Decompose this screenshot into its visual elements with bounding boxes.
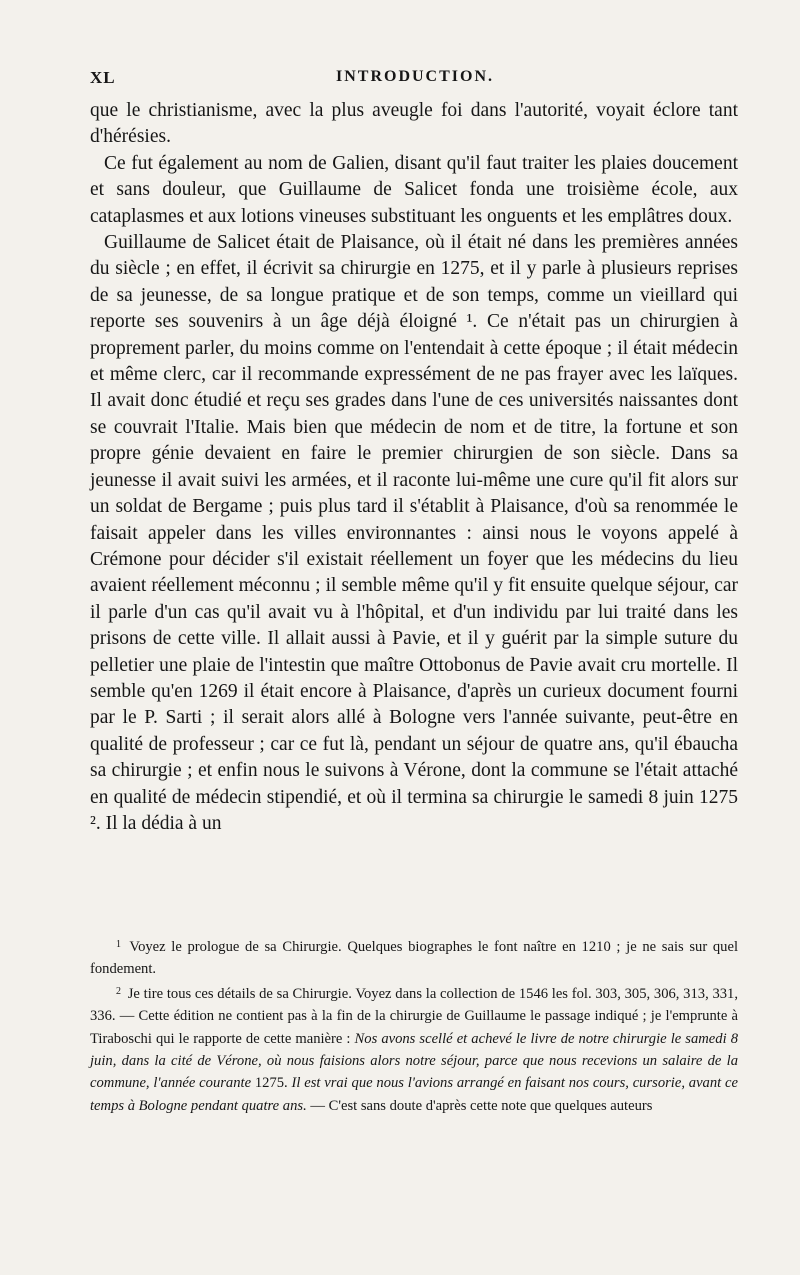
page-header: [90, 68, 740, 94]
footnote-2-quote: Nos avons scellé et achevé le livre de notre chirurgie le samedi 8 juin, dans la cité de Vérone, où nous faisions alors notre séjour, parce que nous recevions un salaire de la commune, l'année courante: [90, 1030, 738, 1092]
paragraph-2: Ce fut également au nom de Galien, disant qu'il faut traiter les plaies doucement et sans douleur, que Guillaume de Salicet fonda une troisième école, aux cataplasmes et aux lotions vineuses substituant les onguents et les emplâtres doux.: [90, 152, 738, 227]
paragraph-3: Guillaume de Salicet était de Plaisance, où il était né dans les premières années du siècle ; en effet, il écrivit sa chirurgie en 1275, et il y parle à plusieurs reprises de sa jeunesse, de sa longue pratique et de son temps, comme un vieillard qui reporte ses souvenirs à un âge déjà éloigné ¹. Ce n'était pas un chirurgien à proprement parler, du moins comme on l'entendait à cette époque ; il était médecin et même clerc, car il recommande expressément de ne pas frayer avec les laïques. Il avait donc étudié et reçu ses grades dans l'une de ces universités naissantes dont se couvrait l'Italie. Mais bien que médecin de nom et de titre, la fortune et son propre génie devaient en faire le premier chirurgien de son siècle. Dans sa jeunesse il avait suivi les armées, et il raconte lui-même une cure qu'il fit alors sur un soldat de Bergame ; puis plus tard il s'établit à Plaisance, d'où sa renommée le faisait appeler dans les villes environnantes : ainsi nous le voyons appelé à Crémone pour décider s'il existait réellement un foyer que les médecins du lieu avaient réellement méconnu ; il semble même qu'il y fit ensuite quelque séjour, car il parle d'un cas qu'il avait vu à l'hôpital, et d'un individu par lui traité dans les prisons de cette ville. Il allait aussi à Pavie, et il y guérit par la simple suture du pelletier une plaie de l'intestin que maître Ottobonus de Pavie avait cru mortelle. Il semble qu'en 1269 il était encore à Plaisance, d'après un curieux document fourni par le P. Sarti ; il serait alors allé à Bologne vers l'année suivante, peut-être en qualité de professeur ; car ce fut là, pendant un séjour de quatre ans, qu'il ébaucha sa chirurgie ; et enfin nous le suivons à Vérone, dont la commune se l'était attaché en qualité de médecin stipendié, et où il termina sa chirurgie le samedi 8 juin 1275 ². Il la dédia à un: [90, 232, 738, 834]
footnote-1: [90, 934, 738, 981]
body-text: [90, 98, 738, 837]
footnote-1-number: 1: [116, 939, 121, 950]
footnote-2-year: 1275.: [254, 1075, 288, 1092]
footnote-2-text-end: — C'est sans doute d'après cette note que quelques auteurs: [310, 1097, 653, 1114]
paragraph-1: que le christianisme, avec la plus aveugle foi dans l'autorité, voyait éclore tant d'hérésies.: [90, 100, 738, 148]
footnote-1-text: Voyez le prologue de sa Chirurgie. Quelques biographes le font naître en 1210 ; je ne sais sur quel fondement.: [90, 939, 739, 978]
footnote-2-number: 2: [116, 985, 121, 997]
running-title: INTRODUCTION.: [335, 68, 494, 85]
page-number: XL: [90, 68, 116, 87]
footnotes: [90, 934, 738, 1117]
footnote-2-text: Je tire tous ces détails de sa Chirurgie. Voyez dans la collection de 1546 les fol. 303, 305, 306, 313, 331, 336. — Cette édition ne contient pas à la fin de la chirurgie de Guillaume le passage indiqué ; je l'emprunte à Tiraboschi qui le rapporte de cette manière :: [90, 985, 738, 1047]
footnote-2: [90, 981, 738, 1117]
footnote-2-quote-continued: Il est vrai que nous l'avions arrangé en faisant nos cours, cursorie, avant ce temps à Bologne pendant quatre ans.: [90, 1075, 738, 1114]
